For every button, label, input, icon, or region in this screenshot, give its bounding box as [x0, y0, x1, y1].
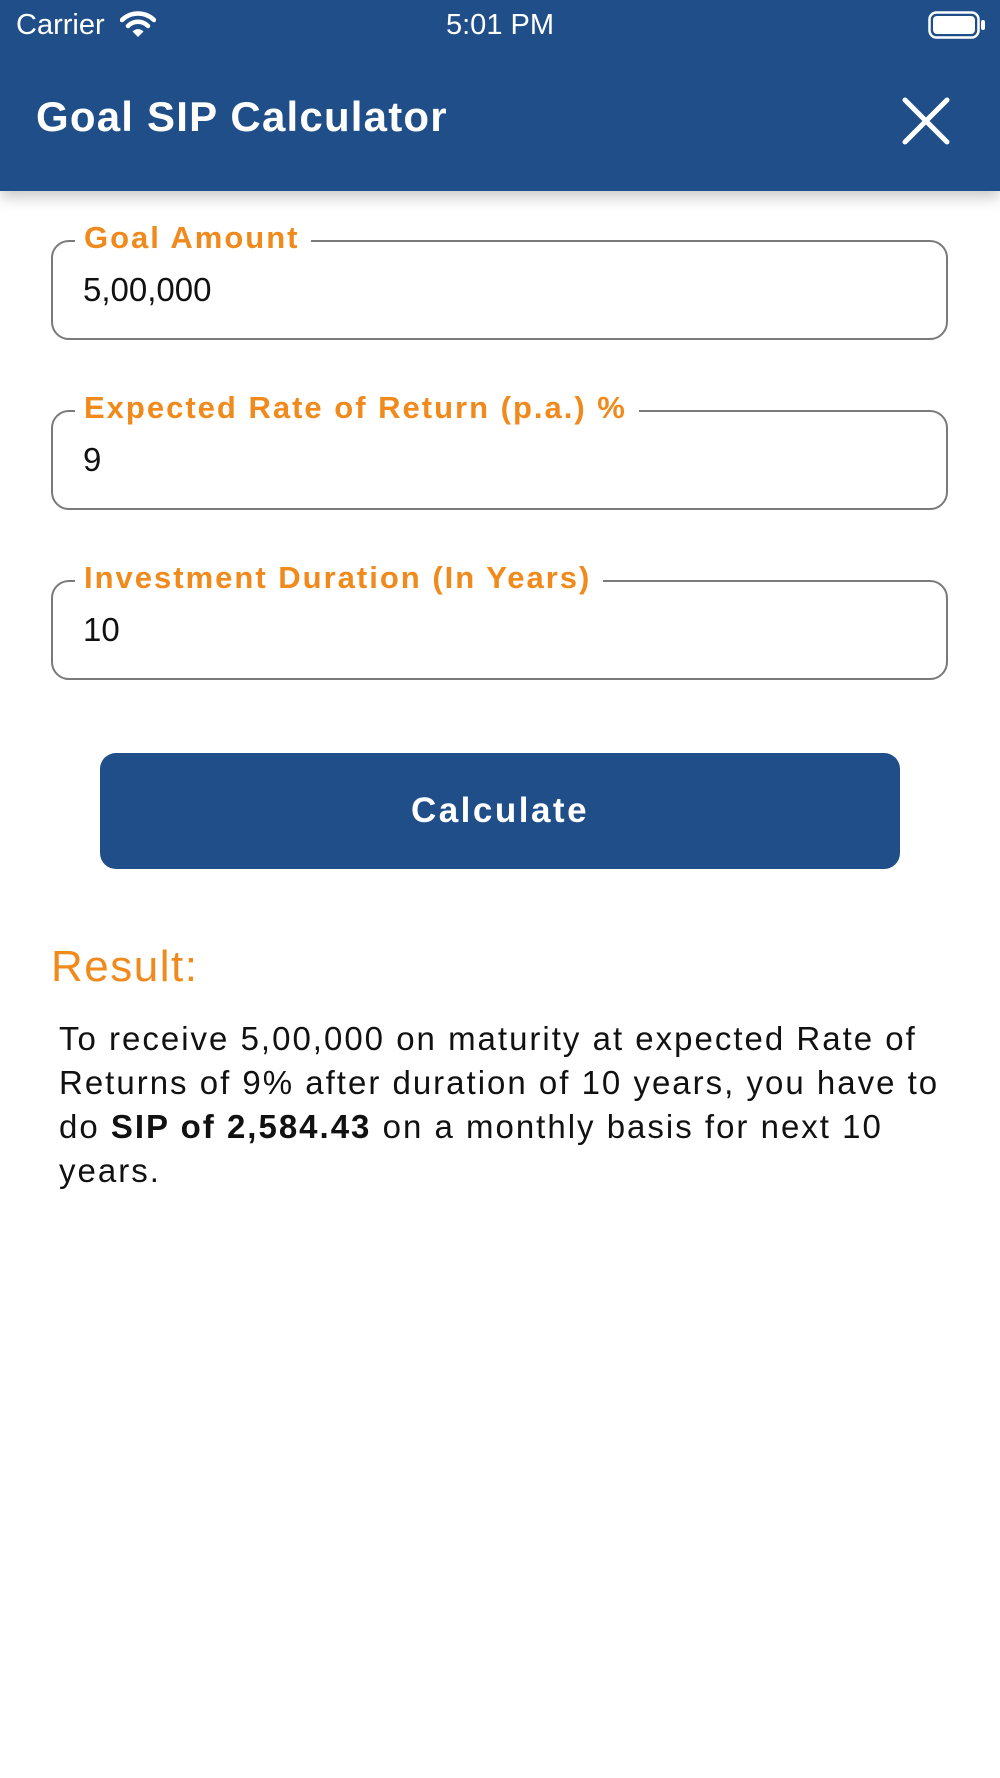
- rate-of-return-input[interactable]: [83, 438, 903, 482]
- result-text-start: To receive 5,00,000 on maturity at expected Rate of Returns of 9% after duration of 10 years, you have to do: [59, 1020, 940, 1145]
- goal-amount-field[interactable]: [51, 220, 948, 340]
- result-text: [59, 1017, 959, 1193]
- calculate-button[interactable]: Calculate: [100, 753, 900, 869]
- carrier-label: Carrier: [16, 9, 105, 41]
- investment-duration-input[interactable]: [83, 608, 903, 652]
- status-time: 5:01 PM: [446, 9, 554, 41]
- page-title: Goal SIP Calculator: [36, 93, 448, 140]
- battery-icon: [928, 11, 986, 44]
- investment-duration-label: Investment Duration (In Years): [75, 558, 603, 598]
- app-header: [0, 0, 1000, 191]
- result-heading: Result:: [51, 942, 199, 991]
- result-sip-amount: SIP of 2,584.43: [110, 1108, 372, 1145]
- goal-amount-label: Goal Amount: [75, 218, 311, 258]
- goal-amount-input[interactable]: [83, 268, 903, 312]
- close-icon: [896, 94, 956, 150]
- close-button[interactable]: [896, 94, 956, 150]
- rate-of-return-field[interactable]: [51, 390, 948, 510]
- status-bar: [0, 0, 1000, 52]
- rate-of-return-label: Expected Rate of Return (p.a.) %: [75, 388, 639, 428]
- investment-duration-field[interactable]: [51, 560, 948, 680]
- result-text-end: on a monthly basis for next 10 years.: [59, 1108, 883, 1189]
